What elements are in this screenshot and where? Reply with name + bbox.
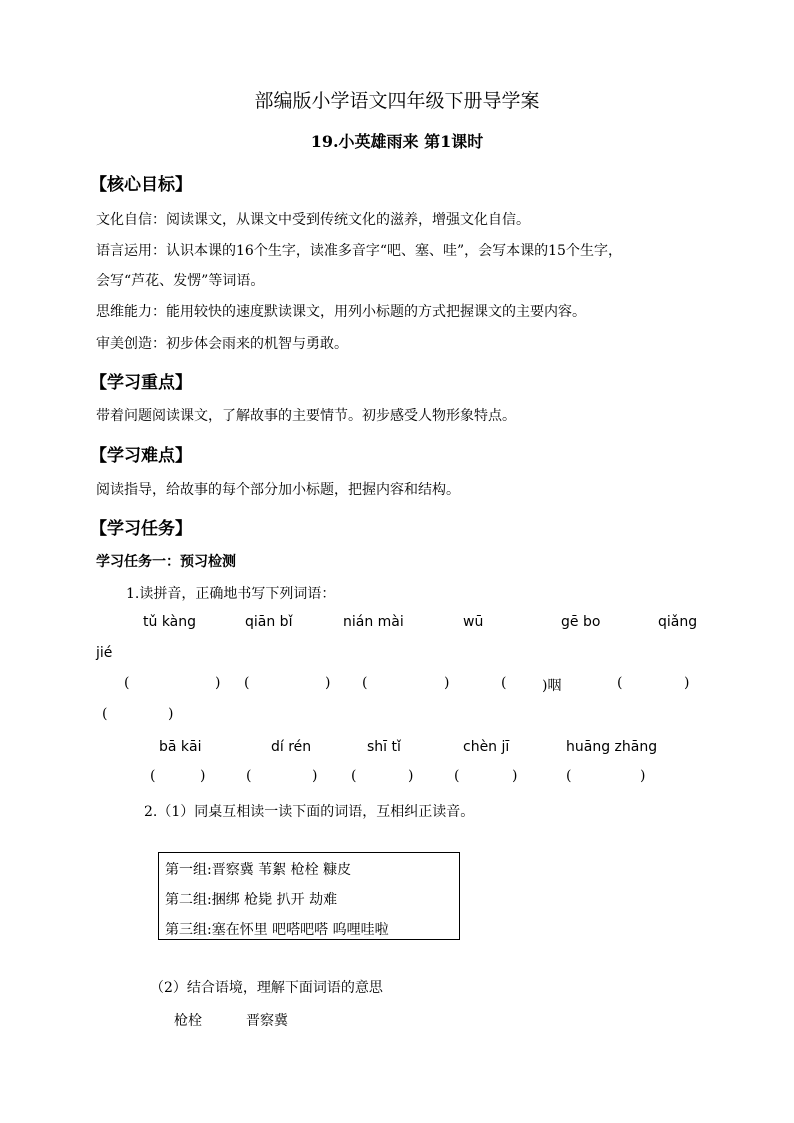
difficulty-heading: 【学习难点】 xyxy=(90,446,192,466)
pinyin-item: tǔ kàng xyxy=(143,614,197,630)
pinyin-item: shī tǐ xyxy=(367,739,401,755)
blank-open: ( xyxy=(351,768,357,784)
word-groups-box xyxy=(158,852,460,940)
pinyin-item: dí rén xyxy=(271,739,312,755)
task1-title: 学习任务一：预习检测 xyxy=(96,554,236,570)
goal-line: 思维能力：能用较快的速度默读课文，用列小标题的方式把握课文的主要内容。 xyxy=(96,304,586,320)
focus-text: 带着问题阅读课文，了解故事的主要情节。初步感受人物形象特点。 xyxy=(96,408,516,424)
goal-line: 审美创造：初步体会雨来的机智与勇敢。 xyxy=(96,336,348,352)
question-2-2: （2）结合语境，理解下面词语的意思 xyxy=(150,980,383,996)
blank-open: ( xyxy=(150,768,156,784)
blank-open: ( xyxy=(362,675,368,691)
blank-close: ) xyxy=(408,768,414,784)
blank-close: ) xyxy=(512,768,518,784)
blank-close: ) xyxy=(684,675,690,691)
blank-close-with-char: )咽 xyxy=(542,678,562,694)
pinyin-item: bā kāi xyxy=(159,739,202,755)
pinyin-item: qiǎng xyxy=(658,614,698,630)
blank-open: ( xyxy=(124,675,130,691)
focus-heading: 【学习重点】 xyxy=(90,373,192,393)
vocab-word: 枪栓 xyxy=(174,1013,202,1029)
pinyin-item: huāng zhāng xyxy=(566,739,658,755)
goal-line: 文化自信：阅读课文，从课文中受到传统文化的滋养，增强文化自信。 xyxy=(96,212,530,228)
difficulty-text: 阅读指导，给故事的每个部分加小标题，把握内容和结构。 xyxy=(96,482,460,498)
blank-close: ) xyxy=(312,768,318,784)
blank-close: ) xyxy=(325,675,331,691)
blank-open: ( xyxy=(454,768,460,784)
blank-open: ( xyxy=(566,768,572,784)
blank-close: ) xyxy=(200,768,206,784)
vocab-word: 晋察冀 xyxy=(246,1013,288,1029)
goal-line: 会写“芦花、发愣”等词语。 xyxy=(96,273,265,289)
pinyin-item: chèn jī xyxy=(463,739,510,755)
lesson-subtitle: 19.小英雄雨来 第1课时 xyxy=(310,132,484,151)
question-1: 1.读拼音，正确地书写下列词语： xyxy=(126,586,336,602)
pinyin-item: jié xyxy=(96,645,113,661)
pinyin-item: qiān bǐ xyxy=(245,614,293,630)
word-group-1: 第一组:晋察冀 苇絮 枪栓 糠皮 xyxy=(165,862,352,878)
blank-open: ( xyxy=(501,675,507,691)
blank-close: ) xyxy=(215,675,221,691)
blank-open: ( xyxy=(246,768,252,784)
blank-open: ( xyxy=(102,706,108,722)
blank-close: ) xyxy=(168,706,174,722)
pinyin-item: nián mài xyxy=(343,614,404,630)
question-2-1: 2.（1）同桌互相读一读下面的词语，互相纠正读音。 xyxy=(144,804,475,820)
blank-open: ( xyxy=(244,675,250,691)
blank-close: ) xyxy=(444,675,450,691)
document-title: 部编版小学语文四年级下册导学案 xyxy=(254,90,540,112)
goal-line: 语言运用：认识本课的16个生字，读准多音字“吧、塞、哇”，会写本课的15个生字， xyxy=(96,243,622,259)
word-group-2: 第二组:捆绑 枪毙 扒开 劫难 xyxy=(165,892,338,908)
word-group-3: 第三组:塞在怀里 吧嗒吧嗒 呜哩哇啦 xyxy=(165,922,389,938)
blank-open: ( xyxy=(617,675,623,691)
pinyin-item: wū xyxy=(463,614,484,630)
blank-close: ) xyxy=(640,768,646,784)
goals-heading: 【核心目标】 xyxy=(90,175,192,195)
tasks-heading: 【学习任务】 xyxy=(90,519,192,539)
pinyin-item: gē bo xyxy=(561,614,601,630)
